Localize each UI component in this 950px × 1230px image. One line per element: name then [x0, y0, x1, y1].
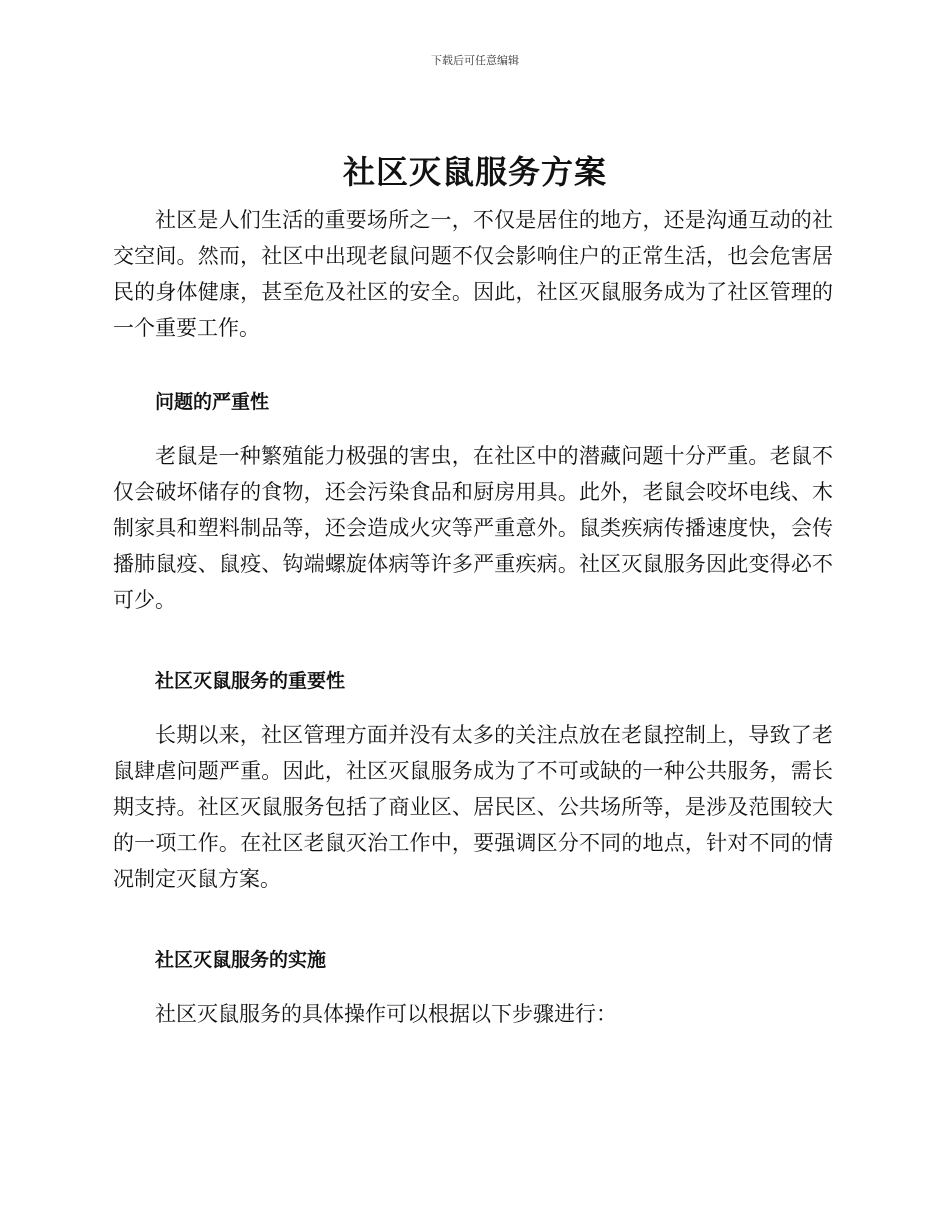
intro-paragraph: 社区是人们生活的重要场所之一，不仅是居住的地方，还是沟通互动的社交空间。然而，社区中出现老鼠问题不仅会影响住户的正常生活，也会危害居民的身体健康，甚至危及社区的安全。因此，社区灭鼠服务成为了社区管理的一个重要工作。	[113, 208, 833, 340]
section-heading-importance: 社区灭鼠服务的重要性	[155, 670, 346, 692]
document-title: 社区灭鼠服务方案	[342, 153, 607, 191]
section-heading-implementation: 社区灭鼠服务的实施	[155, 949, 327, 971]
section-body-block-3	[113, 996, 833, 1032]
section-heading-block-3	[113, 946, 833, 974]
section-heading-block-2	[113, 667, 833, 695]
intro-block	[113, 202, 833, 346]
section-heading-block-1	[113, 388, 833, 416]
section-paragraph-importance: 长期以来，社区管理方面并没有太多的关注点放在老鼠控制上，导致了老鼠肆虐问题严重。因此，社区灭鼠服务成为了不可或缺的一种公共服务，需长期支持。社区灭鼠服务包括了商业区、居民区、公共场所等，是涉及范围较大的一项工作。在社区老鼠灭治工作中，要强调区分不同的地点，针对不同的情况制定灭鼠方案。	[113, 723, 833, 891]
page-header-note: 下载后可任意编辑	[431, 54, 519, 67]
section-body-block-2	[113, 717, 833, 897]
section-heading-severity: 问题的严重性	[155, 391, 270, 413]
section-paragraph-implementation: 社区灭鼠服务的具体操作可以根据以下步骤进行：	[155, 1002, 617, 1026]
section-paragraph-severity: 老鼠是一种繁殖能力极强的害虫，在社区中的潜藏问题十分严重。老鼠不仅会破坏储存的食物，还会污染食品和厨房用具。此外，老鼠会咬坏电线、木制家具和塑料制品等，还会造成火灾等严重意外。鼠类疾病传播速度快，会传播肺鼠疫、鼠疫、钩端螺旋体病等许多严重疾病。社区灭鼠服务因此变得必不可少。	[113, 444, 833, 612]
section-body-block-1	[113, 438, 833, 618]
